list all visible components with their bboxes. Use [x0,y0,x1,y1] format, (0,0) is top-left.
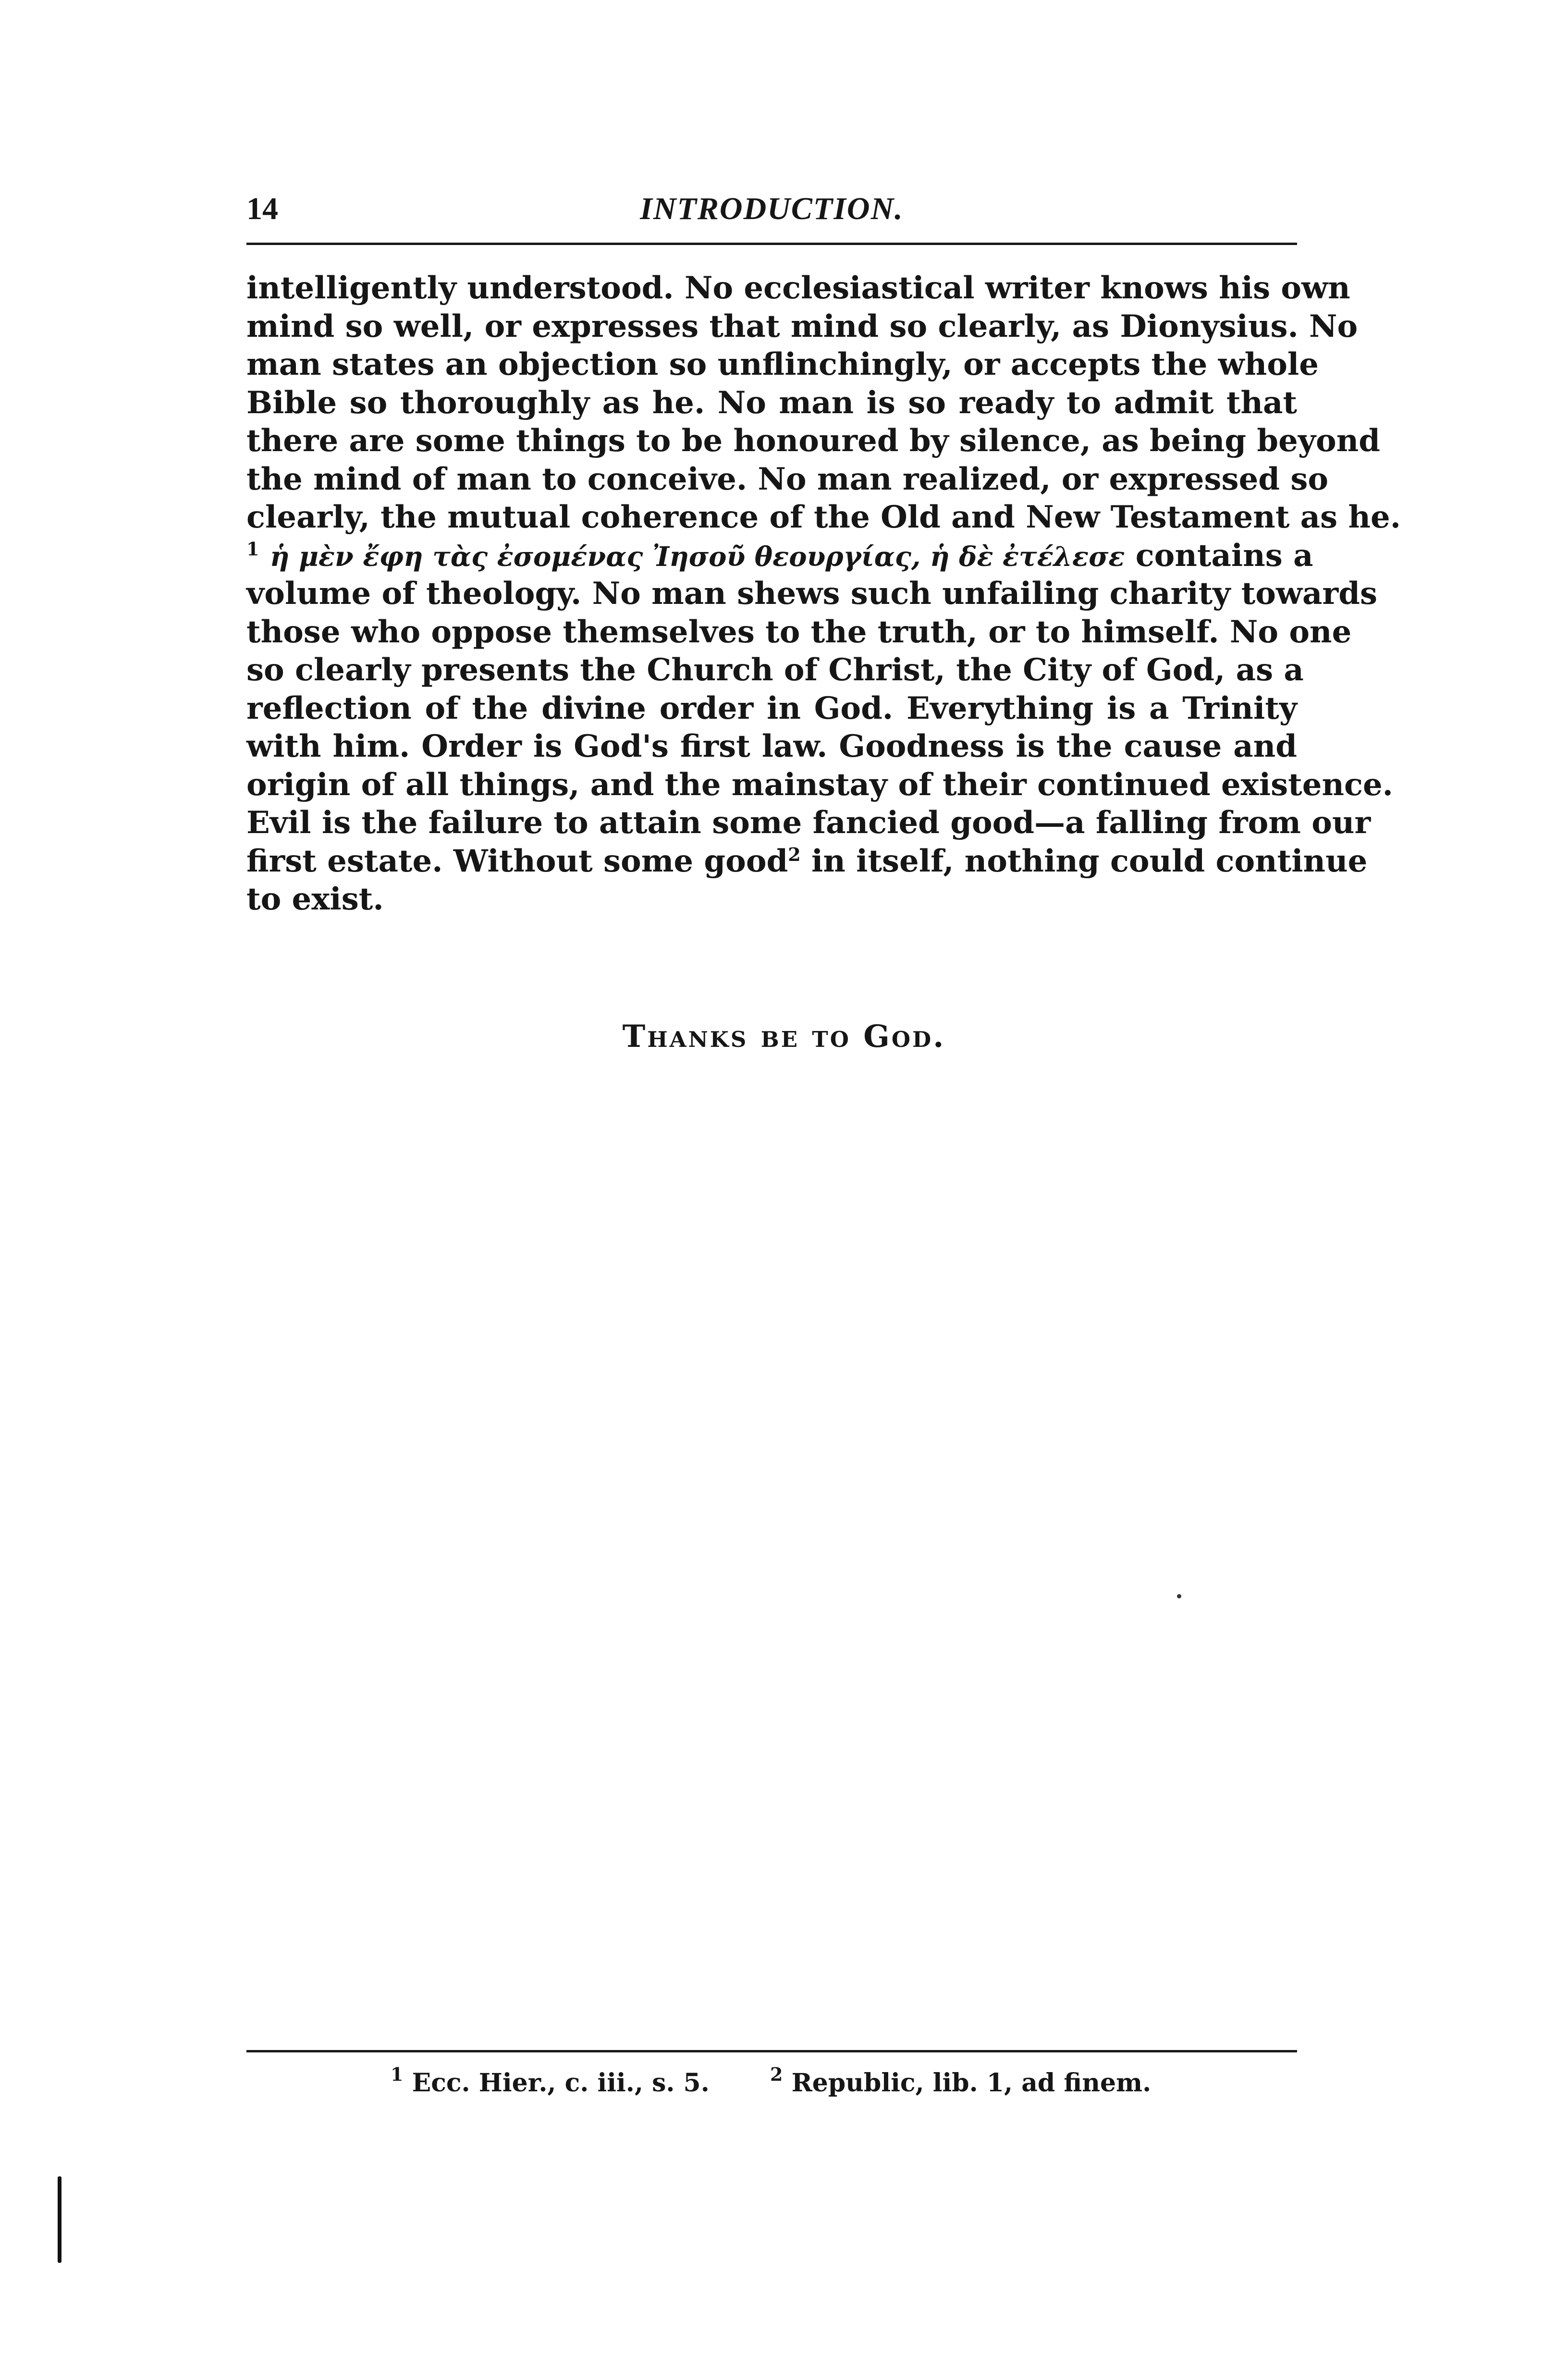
footnoted-line [246,842,1368,881]
body-line: origin of all things, and the mainstay of their continued existence. [246,766,1393,803]
body-paragraph [246,269,1401,919]
footnote-rule [246,2050,1297,2052]
footnote-text: Republic, lib. 1, ad finem. [791,2068,1152,2098]
footnote-marker: 2 [788,843,801,865]
greek-line-continuation: contains a [1125,537,1313,574]
print-speck [1177,1594,1181,1598]
body-line: there are some things to be honoured by silence, as being beyond [246,423,1380,459]
body-line: with him. Order is God's first law. Goodness is the cause and [246,728,1297,764]
page-header [246,190,1297,243]
body-line: Evil is the failure to attain some fancied good—a falling from our [246,805,1371,841]
body-line: intelligently understood. No ecclesiastical writer knows his own [246,270,1350,306]
body-line-final: to exist. [246,881,384,917]
body-line: so clearly presents the Church of Christ, the City of God, as a [246,652,1304,688]
closing-doxology: Thanks be to God. [622,1019,946,1055]
body-line: clearly, the mutual coherence of the Old and New Testament as he. [246,499,1401,535]
footnote-number: 2 [770,2063,783,2085]
header-rule [246,243,1297,245]
body-line: volume of theology. No man shews such unfailing charity towards [246,576,1377,612]
scan-margin-mark [58,2176,61,2263]
footnote-2 [770,2063,1152,2098]
greek-quotation-line [246,537,1313,575]
footnoted-line-start: first estate. Without some good [246,843,788,879]
page-number: 14 [246,191,278,226]
body-line: mind so well, or expresses that mind so clearly, as Dionysius. No [246,308,1358,344]
body-line: reflection of the divine order in God. Everything is a Trinity [246,690,1297,726]
body-line: those who oppose themselves to the truth, or to himself. No one [246,614,1352,650]
footnote-number: 1 [391,2063,404,2085]
greek-quotation: ἡ μὲν ἔφη τὰς ἐσομένας Ἰησοῦ θεουργίας, ἡ δὲ ἐτέλεσε [270,540,1125,573]
footnoted-line-end: in itself, nothing could continue [800,843,1368,879]
footnote-text: Ecc. Hier., c. iii., s. 5. [412,2068,710,2098]
body-line: man states an objection so unflinchingly, or accepts the whole [246,346,1319,382]
body-line: the mind of man to conceive. No man realized, or expressed so [246,461,1329,497]
footnote-1 [391,2063,710,2098]
footnote-marker: 1 [246,538,259,560]
footnotes [246,2063,1297,2116]
running-head: INTRODUCTION. [640,191,904,226]
body-line: Bible so thoroughly as he. No man is so ready to admit that [246,384,1297,421]
